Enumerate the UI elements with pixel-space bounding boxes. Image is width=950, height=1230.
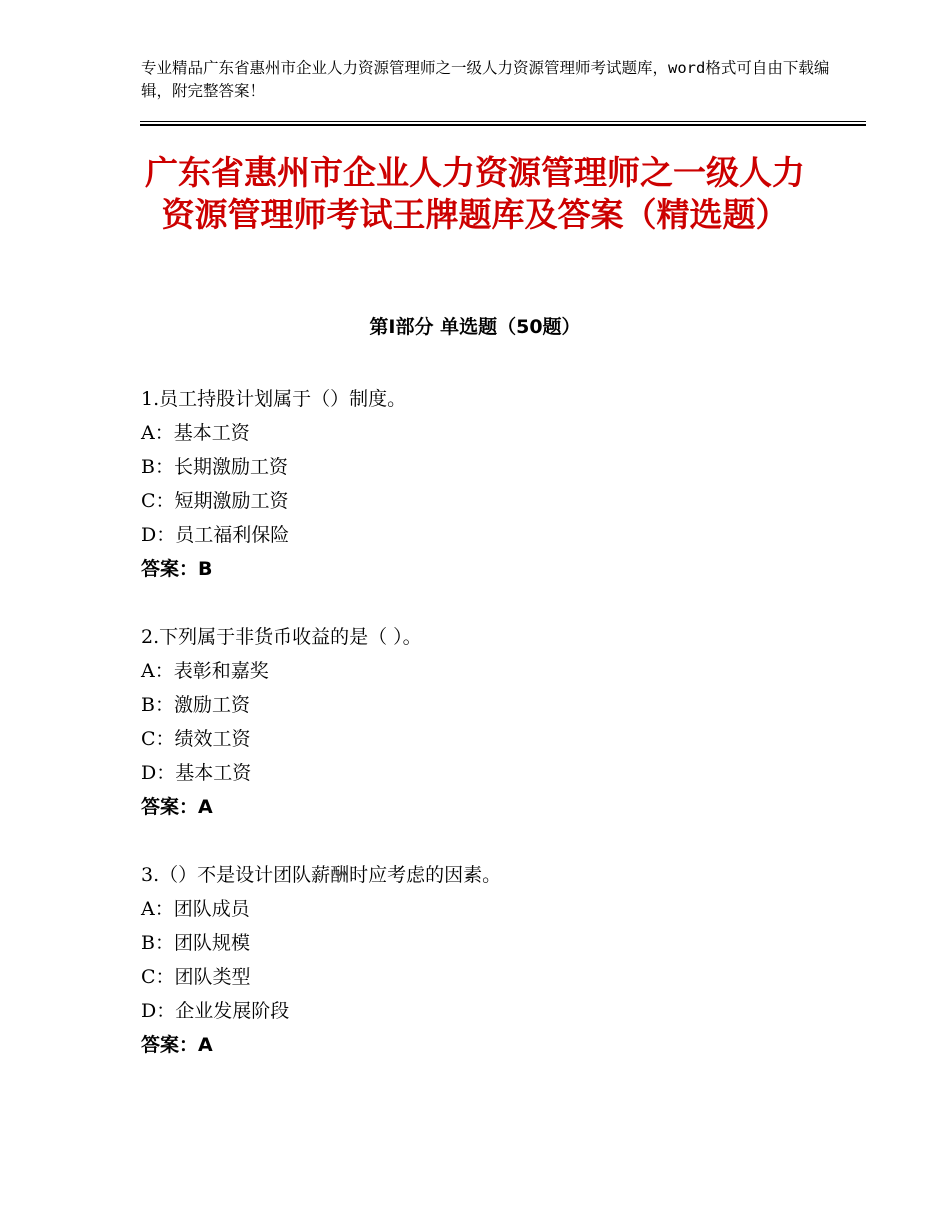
option-d: D：企业发展阶段 (141, 1000, 290, 1022)
option-c: C：绩效工资 (141, 728, 251, 750)
question-2 (141, 620, 841, 824)
question-1 (141, 382, 841, 586)
document-title: 广东省惠州市企业人力资源管理师之一级人力资源管理师考试王牌题库及答案（精选题） (145, 153, 805, 234)
option-b: B：团队规模 (141, 932, 250, 954)
option-a: A：表彰和嘉奖 (141, 660, 269, 682)
question-list (141, 382, 841, 1096)
question-3 (141, 858, 841, 1062)
option-c: C：短期激励工资 (141, 490, 289, 512)
header-divider-thin (140, 121, 866, 122)
option-a: A：基本工资 (141, 422, 250, 444)
option-b: B：长期激励工资 (141, 456, 288, 478)
answer-line: 答案：A (141, 796, 213, 818)
option-d: D：员工福利保险 (141, 524, 290, 546)
answer-line: 答案：B (141, 558, 213, 580)
option-d: D：基本工资 (141, 762, 252, 784)
header-note: 专业精品广东省惠州市企业人力资源管理师之一级人力资源管理师考试题库，word格式可自由下载编辑，附完整答案！ (141, 59, 830, 100)
option-c: C：团队类型 (141, 966, 251, 988)
question-stem: 1.员工持股计划属于（）制度。 (141, 388, 407, 410)
option-a: A：团队成员 (141, 898, 250, 920)
section-title: 第Ⅰ部分 单选题（50题） (369, 316, 581, 338)
answer-line: 答案：A (141, 1034, 213, 1056)
header-divider-thick (140, 124, 866, 126)
option-b: B：激励工资 (141, 694, 250, 716)
question-stem: 2.下列属于非货币收益的是（ ）。 (141, 626, 422, 648)
question-stem: 3.（）不是设计团队薪酬时应考虑的因素。 (141, 864, 502, 886)
